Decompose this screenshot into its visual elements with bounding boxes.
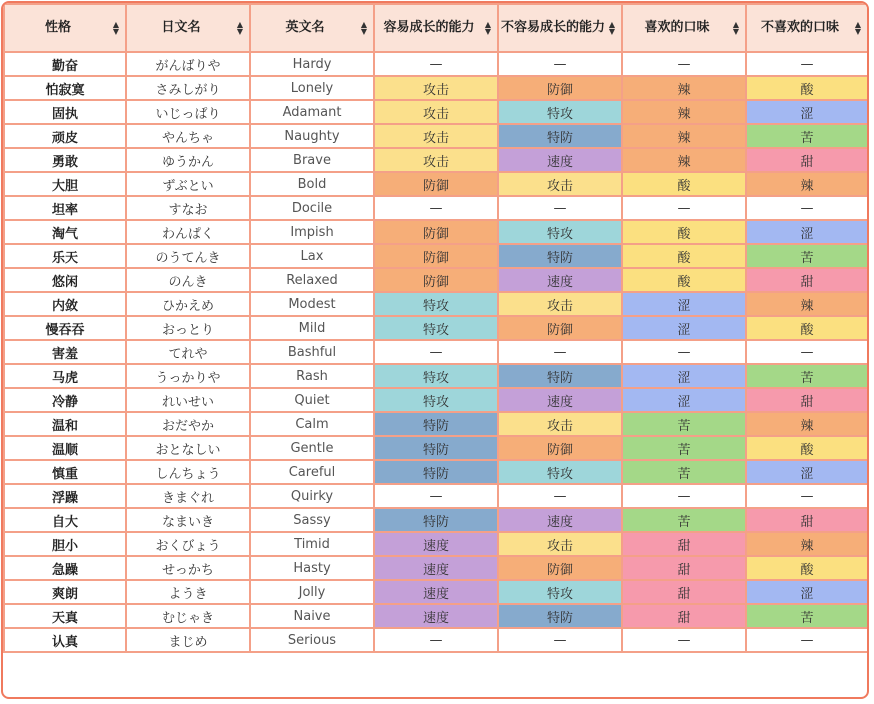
english-name-cell: Mild [250, 316, 374, 340]
disliked-flavor-cell: 涩 [746, 100, 868, 124]
increased-stat-cell: 防御 [374, 220, 498, 244]
decreased-stat-cell: 防御 [498, 316, 622, 340]
japanese-name-cell: きまぐれ [126, 484, 250, 508]
disliked-flavor-cell: — [746, 340, 868, 364]
japanese-name-cell: むじゃき [126, 604, 250, 628]
nature-cell: 认真 [4, 628, 126, 652]
increased-stat-cell: 攻击 [374, 148, 498, 172]
disliked-flavor-cell: 涩 [746, 460, 868, 484]
increased-stat-cell: 速度 [374, 580, 498, 604]
column-header-increased-stat[interactable] [374, 4, 498, 52]
disliked-flavor-cell: — [746, 196, 868, 220]
liked-flavor-cell: 苦 [622, 460, 746, 484]
nature-cell: 温和 [4, 412, 126, 436]
table-row [4, 436, 868, 460]
table-row [4, 580, 868, 604]
increased-stat-cell: 特攻 [374, 316, 498, 340]
increased-stat-cell: 速度 [374, 556, 498, 580]
decreased-stat-cell: 特攻 [498, 580, 622, 604]
decreased-stat-cell: — [498, 628, 622, 652]
japanese-name-cell: がんばりや [126, 52, 250, 76]
english-name-cell: Quiet [250, 388, 374, 412]
japanese-name-cell: おくびょう [126, 532, 250, 556]
nature-cell: 慎重 [4, 460, 126, 484]
liked-flavor-cell: 辣 [622, 76, 746, 100]
nature-table-frame [1, 1, 869, 699]
japanese-name-cell: しんちょう [126, 460, 250, 484]
table-row [4, 340, 868, 364]
table-row [4, 412, 868, 436]
disliked-flavor-cell: 苦 [746, 604, 868, 628]
disliked-flavor-cell: — [746, 484, 868, 508]
english-name-cell: Lonely [250, 76, 374, 100]
japanese-name-cell: れいせい [126, 388, 250, 412]
disliked-flavor-cell: 苦 [746, 124, 868, 148]
english-name-cell: Serious [250, 628, 374, 652]
nature-cell: 冷静 [4, 388, 126, 412]
table-row [4, 292, 868, 316]
liked-flavor-cell: — [622, 484, 746, 508]
liked-flavor-cell: 涩 [622, 388, 746, 412]
disliked-flavor-cell: 涩 [746, 220, 868, 244]
decreased-stat-cell: 特防 [498, 604, 622, 628]
disliked-flavor-cell: 甜 [746, 148, 868, 172]
english-name-cell: Gentle [250, 436, 374, 460]
japanese-name-cell: さみしがり [126, 76, 250, 100]
column-header-liked-flavor[interactable] [622, 4, 746, 52]
liked-flavor-cell: 涩 [622, 364, 746, 388]
english-name-cell: Brave [250, 148, 374, 172]
table-row [4, 364, 868, 388]
header-label: 不喜欢的口味 [760, 20, 839, 35]
nature-cell: 自大 [4, 508, 126, 532]
increased-stat-cell: 特防 [374, 508, 498, 532]
sort-icon[interactable]: ▲ ▼ [236, 20, 243, 36]
sort-icon[interactable]: ▲ ▼ [112, 20, 119, 36]
liked-flavor-cell: 酸 [622, 244, 746, 268]
increased-stat-cell: 攻击 [374, 76, 498, 100]
decreased-stat-cell: — [498, 196, 622, 220]
japanese-name-cell: うっかりや [126, 364, 250, 388]
english-name-cell: Naughty [250, 124, 374, 148]
liked-flavor-cell: 苦 [622, 508, 746, 532]
disliked-flavor-cell: 辣 [746, 412, 868, 436]
table-row [4, 244, 868, 268]
table-row [4, 316, 868, 340]
liked-flavor-cell: 苦 [622, 436, 746, 460]
english-name-cell: Impish [250, 220, 374, 244]
table-row [4, 508, 868, 532]
decreased-stat-cell: 特防 [498, 364, 622, 388]
english-name-cell: Timid [250, 532, 374, 556]
increased-stat-cell: 速度 [374, 604, 498, 628]
english-name-cell: Bold [250, 172, 374, 196]
disliked-flavor-cell: — [746, 52, 868, 76]
japanese-name-cell: いじっぱり [126, 100, 250, 124]
disliked-flavor-cell: 苦 [746, 244, 868, 268]
increased-stat-cell: 防御 [374, 244, 498, 268]
decreased-stat-cell: — [498, 484, 622, 508]
liked-flavor-cell: 辣 [622, 124, 746, 148]
english-name-cell: Careful [250, 460, 374, 484]
increased-stat-cell: — [374, 52, 498, 76]
table-row [4, 268, 868, 292]
english-name-cell: Lax [250, 244, 374, 268]
disliked-flavor-cell: 涩 [746, 580, 868, 604]
table-row [4, 388, 868, 412]
japanese-name-cell: おだやか [126, 412, 250, 436]
table-row [4, 220, 868, 244]
decreased-stat-cell: 防御 [498, 76, 622, 100]
decreased-stat-cell: 速度 [498, 508, 622, 532]
decreased-stat-cell: 特攻 [498, 220, 622, 244]
disliked-flavor-cell: 苦 [746, 364, 868, 388]
column-header-english-name[interactable] [250, 4, 374, 52]
sort-icon[interactable]: ▲ ▼ [484, 20, 491, 36]
disliked-flavor-cell: 甜 [746, 268, 868, 292]
header-row [4, 4, 868, 52]
japanese-name-cell: なまいき [126, 508, 250, 532]
liked-flavor-cell: 苦 [622, 412, 746, 436]
increased-stat-cell: 特防 [374, 436, 498, 460]
english-name-cell: Docile [250, 196, 374, 220]
table-row [4, 628, 868, 652]
liked-flavor-cell: — [622, 52, 746, 76]
liked-flavor-cell: 甜 [622, 556, 746, 580]
liked-flavor-cell: 辣 [622, 100, 746, 124]
disliked-flavor-cell: 甜 [746, 508, 868, 532]
table-row [4, 604, 868, 628]
disliked-flavor-cell: 辣 [746, 172, 868, 196]
nature-cell: 勤奋 [4, 52, 126, 76]
japanese-name-cell: おっとり [126, 316, 250, 340]
liked-flavor-cell: 辣 [622, 148, 746, 172]
liked-flavor-cell: 甜 [622, 580, 746, 604]
nature-cell: 马虎 [4, 364, 126, 388]
increased-stat-cell: 攻击 [374, 124, 498, 148]
english-name-cell: Sassy [250, 508, 374, 532]
japanese-name-cell: ようき [126, 580, 250, 604]
japanese-name-cell: せっかち [126, 556, 250, 580]
column-header-japanese-name[interactable] [126, 4, 250, 52]
nature-table [3, 3, 869, 653]
column-header-decreased-stat[interactable] [498, 4, 622, 52]
decreased-stat-cell: 攻击 [498, 532, 622, 556]
table-row [4, 100, 868, 124]
decreased-stat-cell: 速度 [498, 148, 622, 172]
disliked-flavor-cell: 酸 [746, 556, 868, 580]
japanese-name-cell: おとなしい [126, 436, 250, 460]
nature-cell: 固执 [4, 100, 126, 124]
english-name-cell: Bashful [250, 340, 374, 364]
sort-icon[interactable]: ▲ ▼ [608, 20, 615, 36]
increased-stat-cell: 特防 [374, 460, 498, 484]
nature-cell: 温顺 [4, 436, 126, 460]
decreased-stat-cell: — [498, 340, 622, 364]
japanese-name-cell: まじめ [126, 628, 250, 652]
nature-cell: 天真 [4, 604, 126, 628]
disliked-flavor-cell: — [746, 628, 868, 652]
japanese-name-cell: ずぶとい [126, 172, 250, 196]
japanese-name-cell: わんぱく [126, 220, 250, 244]
increased-stat-cell: 速度 [374, 532, 498, 556]
decreased-stat-cell: — [498, 52, 622, 76]
increased-stat-cell: — [374, 484, 498, 508]
japanese-name-cell: ゆうかん [126, 148, 250, 172]
decreased-stat-cell: 攻击 [498, 292, 622, 316]
liked-flavor-cell: 涩 [622, 292, 746, 316]
english-name-cell: Relaxed [250, 268, 374, 292]
liked-flavor-cell: — [622, 340, 746, 364]
liked-flavor-cell: 甜 [622, 532, 746, 556]
nature-cell: 坦率 [4, 196, 126, 220]
table-row [4, 148, 868, 172]
nature-cell: 勇敢 [4, 148, 126, 172]
english-name-cell: Adamant [250, 100, 374, 124]
decreased-stat-cell: 防御 [498, 436, 622, 460]
english-name-cell: Naive [250, 604, 374, 628]
table-row [4, 556, 868, 580]
nature-cell: 怕寂寞 [4, 76, 126, 100]
table-row [4, 532, 868, 556]
decreased-stat-cell: 特攻 [498, 460, 622, 484]
liked-flavor-cell: — [622, 196, 746, 220]
disliked-flavor-cell: 酸 [746, 76, 868, 100]
nature-cell: 急躁 [4, 556, 126, 580]
decreased-stat-cell: 攻击 [498, 172, 622, 196]
english-name-cell: Jolly [250, 580, 374, 604]
nature-cell: 胆小 [4, 532, 126, 556]
nature-cell: 浮躁 [4, 484, 126, 508]
increased-stat-cell: 特防 [374, 412, 498, 436]
nature-cell: 淘气 [4, 220, 126, 244]
nature-cell: 悠闲 [4, 268, 126, 292]
japanese-name-cell: のんき [126, 268, 250, 292]
liked-flavor-cell: 酸 [622, 172, 746, 196]
english-name-cell: Hasty [250, 556, 374, 580]
increased-stat-cell: 特攻 [374, 292, 498, 316]
japanese-name-cell: のうてんき [126, 244, 250, 268]
increased-stat-cell: 攻击 [374, 100, 498, 124]
liked-flavor-cell: 涩 [622, 316, 746, 340]
disliked-flavor-cell: 辣 [746, 532, 868, 556]
nature-cell: 慢吞吞 [4, 316, 126, 340]
increased-stat-cell: 防御 [374, 268, 498, 292]
decreased-stat-cell: 特防 [498, 244, 622, 268]
nature-cell: 乐天 [4, 244, 126, 268]
table-row [4, 124, 868, 148]
liked-flavor-cell: 酸 [622, 268, 746, 292]
table-row [4, 196, 868, 220]
disliked-flavor-cell: 甜 [746, 388, 868, 412]
table-row [4, 172, 868, 196]
increased-stat-cell: 特攻 [374, 364, 498, 388]
column-header-disliked-flavor[interactable] [746, 4, 868, 52]
table-row [4, 76, 868, 100]
liked-flavor-cell: 甜 [622, 604, 746, 628]
increased-stat-cell: — [374, 628, 498, 652]
header-label: 喜欢的口味 [644, 20, 710, 35]
header-label: 不容易成长的能力 [500, 20, 605, 35]
header-label: 日文名 [161, 20, 201, 35]
japanese-name-cell: てれや [126, 340, 250, 364]
english-name-cell: Rash [250, 364, 374, 388]
table-body [4, 52, 868, 652]
decreased-stat-cell: 速度 [498, 388, 622, 412]
sort-icon[interactable]: ▲ ▼ [732, 20, 739, 36]
nature-cell: 害羞 [4, 340, 126, 364]
english-name-cell: Modest [250, 292, 374, 316]
japanese-name-cell: やんちゃ [126, 124, 250, 148]
liked-flavor-cell: 酸 [622, 220, 746, 244]
liked-flavor-cell: — [622, 628, 746, 652]
increased-stat-cell: 特攻 [374, 388, 498, 412]
nature-cell: 顽皮 [4, 124, 126, 148]
nature-cell: 内敛 [4, 292, 126, 316]
english-name-cell: Quirky [250, 484, 374, 508]
column-header-nature[interactable] [4, 4, 126, 52]
header-label: 容易成长的能力 [383, 20, 475, 35]
decreased-stat-cell: 速度 [498, 268, 622, 292]
sort-icon[interactable]: ▲ ▼ [854, 20, 861, 36]
sort-icon[interactable]: ▲ ▼ [360, 20, 367, 36]
decreased-stat-cell: 防御 [498, 556, 622, 580]
increased-stat-cell: 防御 [374, 172, 498, 196]
japanese-name-cell: すなお [126, 196, 250, 220]
disliked-flavor-cell: 酸 [746, 436, 868, 460]
table-row [4, 52, 868, 76]
decreased-stat-cell: 攻击 [498, 412, 622, 436]
table-row [4, 484, 868, 508]
header-label: 性格 [44, 20, 71, 35]
table-row [4, 460, 868, 484]
increased-stat-cell: — [374, 340, 498, 364]
english-name-cell: Calm [250, 412, 374, 436]
decreased-stat-cell: 特攻 [498, 100, 622, 124]
header-label: 英文名 [285, 20, 325, 35]
disliked-flavor-cell: 酸 [746, 316, 868, 340]
increased-stat-cell: — [374, 196, 498, 220]
japanese-name-cell: ひかえめ [126, 292, 250, 316]
nature-cell: 爽朗 [4, 580, 126, 604]
disliked-flavor-cell: 辣 [746, 292, 868, 316]
english-name-cell: Hardy [250, 52, 374, 76]
decreased-stat-cell: 特防 [498, 124, 622, 148]
nature-cell: 大胆 [4, 172, 126, 196]
